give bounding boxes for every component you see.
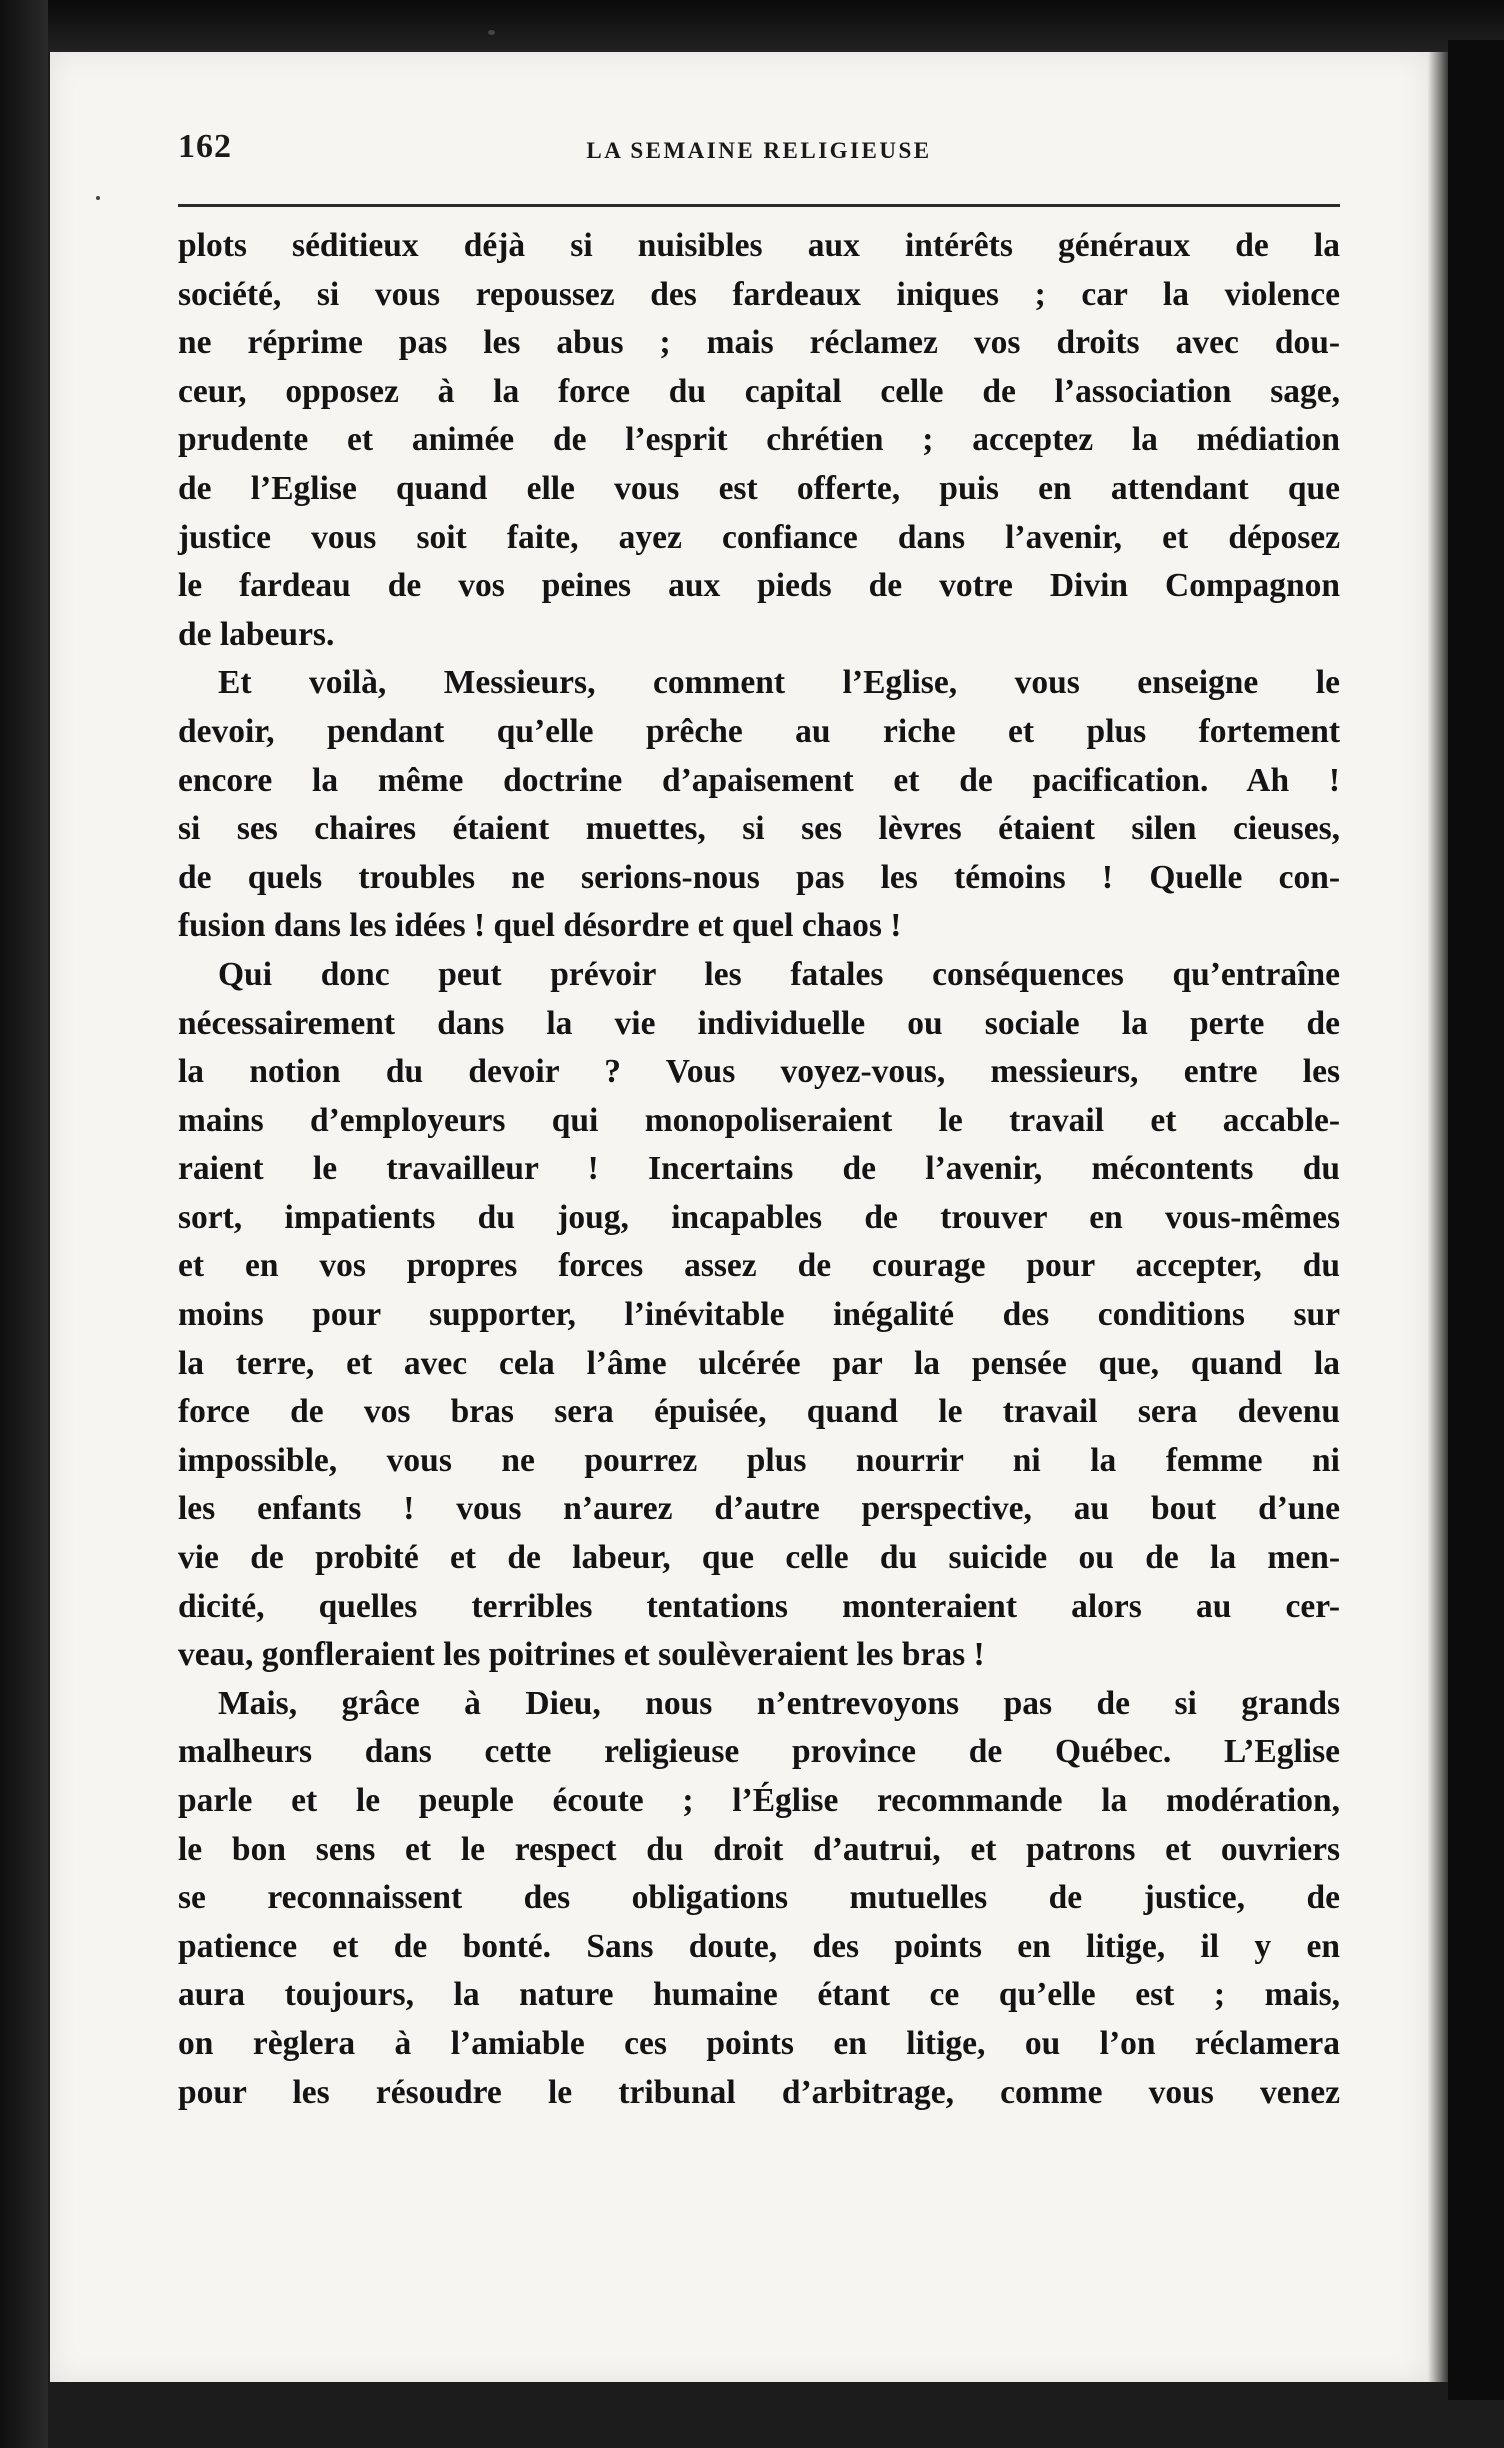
text-line (178, 611, 1340, 660)
text-line-content: raient le travailleur ! Incertains de l’avenir, mécontents du (178, 1150, 1340, 1188)
text-line-content: le fardeau de vos peines aux pieds de votre Divin Compagnon (178, 567, 1340, 605)
text-line-content: de quels troubles ne serions-nous pas les témoins ! Quelle con- (178, 858, 1340, 896)
text-line-content: force de vos bras sera épuisée, quand le travail sera devenu (178, 1393, 1340, 1431)
scan-border-left (0, 0, 48, 2448)
text-line-content: veau, gonfleraient les poitrines et soulèveraient les bras ! (178, 1636, 985, 1674)
text-line-content: fusion dans les idées ! quel désordre et quel chaos ! (178, 907, 902, 945)
header-rule (178, 204, 1340, 207)
text-line-content: aura toujours, la nature humaine étant ce qu’elle est ; mais, (178, 1976, 1340, 2014)
text-line (178, 1291, 1340, 1340)
text-line-content: sort, impatients du joug, incapables de trouver en vous-mêmes (178, 1198, 1340, 1236)
text-line-content: prudente et animée de l’esprit chrétien ; acceptez la médiation (178, 421, 1340, 459)
text-line (178, 1097, 1340, 1146)
text-line (178, 1728, 1340, 1777)
text-line-content: et en vos propres forces assez de courage pour accepter, du (178, 1247, 1340, 1285)
text-line-content: nécessairement dans la vie individuelle ou sociale la perte de (178, 1004, 1340, 1042)
text-line (178, 951, 1340, 1000)
text-line (178, 1388, 1340, 1437)
text-line-content: parle et le peuple écoute ; l’Église recommande la modération, (178, 1782, 1340, 1819)
journal-title: LA SEMAINE RELIGIEUSE (586, 138, 932, 163)
text-line-content: société, si vous repoussez des fardeaux iniques ; car la violence (178, 275, 1340, 313)
text-line (178, 271, 1340, 320)
text-line-content: plots séditieux déjà si nuisibles aux intérêts généraux de la (178, 227, 1340, 264)
running-head (178, 120, 1340, 190)
scan-border-top (0, 0, 1504, 52)
text-line-content: si ses chaires étaient muettes, si ses lèvres étaient silen cieuses, (178, 810, 1340, 848)
text-line (178, 1971, 1340, 2020)
text-line (178, 1437, 1340, 1486)
page-gutter (1428, 52, 1448, 2382)
text-line-content: le bon sens et le respect du droit d’autrui, et patrons et ouvriers (178, 1830, 1340, 1868)
text-line (178, 1923, 1340, 1972)
text-line (178, 222, 1340, 271)
text-line-content: mains d’employeurs qui monopoliseraient le travail et accable- (178, 1101, 1340, 1139)
text-line (178, 757, 1340, 806)
text-line (178, 1340, 1340, 1389)
text-line (178, 1534, 1340, 1583)
scan-speck (488, 30, 495, 35)
text-line-content: on règlera à l’amiable ces points en litige, ou l’on réclamera (178, 2024, 1340, 2062)
text-line (178, 514, 1340, 563)
text-line-content: dicité, quelles terribles tentations monteraient alors au cer- (178, 1587, 1340, 1625)
text-line (178, 2020, 1340, 2069)
text-line-content: de labeurs. (178, 615, 335, 653)
text-line-content: impossible, vous ne pourrez plus nourrir ni la femme ni (178, 1441, 1340, 1479)
text-line-content: la notion du devoir ? Vous voyez-vous, messieurs, entre les (178, 1053, 1340, 1091)
text-line (178, 1194, 1340, 1243)
page-number: 162 (178, 128, 232, 165)
text-line (178, 805, 1340, 854)
text-line (178, 1583, 1340, 1632)
text-line (178, 854, 1340, 903)
text-line (178, 319, 1340, 368)
text-line-content: ne réprime pas les abus ; mais réclamez vos droits avec dou- (178, 324, 1340, 362)
text-line (178, 1680, 1340, 1729)
text-line (178, 1485, 1340, 1534)
scan-speck (96, 196, 100, 200)
text-line-content: de l’Eglise quand elle vous est offerte, puis en attendant que (178, 469, 1340, 507)
text-line-content: devoir, pendant qu’elle prêche au riche et plus fortement (178, 712, 1340, 750)
text-line (178, 1000, 1340, 1049)
text-line (178, 1145, 1340, 1194)
text-line (178, 1631, 1340, 1680)
text-line-content: moins pour supporter, l’inévitable inégalité des conditions sur (178, 1296, 1340, 1334)
text-line-content: justice vous soit faite, ayez confiance dans l’avenir, et déposez (178, 518, 1340, 556)
text-line (178, 708, 1340, 757)
body-text (178, 222, 1340, 2117)
text-line (178, 368, 1340, 417)
text-line-content: vie de probité et de labeur, que celle du suicide ou de la men- (178, 1539, 1340, 1577)
text-line (178, 1874, 1340, 1923)
text-line-content: patience et de bonté. Sans doute, des points en litige, il y en (178, 1927, 1340, 1965)
text-line (178, 1826, 1340, 1875)
text-line-content: encore la même doctrine d’apaisement et de pacification. Ah ! (178, 761, 1340, 799)
text-line (178, 1777, 1340, 1826)
adjacent-page-edge (1448, 40, 1504, 2400)
text-line-content: se reconnaissent des obligations mutuelles de justice, de (178, 1879, 1340, 1917)
text-line (178, 2069, 1340, 2118)
text-line-content: la terre, et avec cela l’âme ulcérée par la pensée que, quand la (178, 1344, 1340, 1382)
text-line-content: malheurs dans cette religieuse province de Québec. L’Eglise (178, 1733, 1340, 1771)
text-line (178, 562, 1340, 611)
text-line (178, 659, 1340, 708)
text-line (178, 1242, 1340, 1291)
text-line-content: Qui donc peut prévoir les fatales conséquences qu’entraîne (218, 955, 1340, 993)
text-line-content: Mais, grâce à Dieu, nous n’entrevoyons pas de si grands (218, 1684, 1340, 1722)
text-line (178, 465, 1340, 514)
text-line (178, 1048, 1340, 1097)
text-line-content: pour les résoudre le tribunal d’arbitrage, comme vous venez (178, 2073, 1340, 2111)
text-line (178, 902, 1340, 951)
text-line-content: ceur, opposez à la force du capital celle de l’association sage, (178, 372, 1340, 410)
text-line-content: les enfants ! vous n’aurez d’autre perspective, au bout d’une (178, 1490, 1340, 1528)
text-line-content: Et voilà, Messieurs, comment l’Eglise, vous enseigne le (218, 664, 1340, 702)
text-line (178, 416, 1340, 465)
